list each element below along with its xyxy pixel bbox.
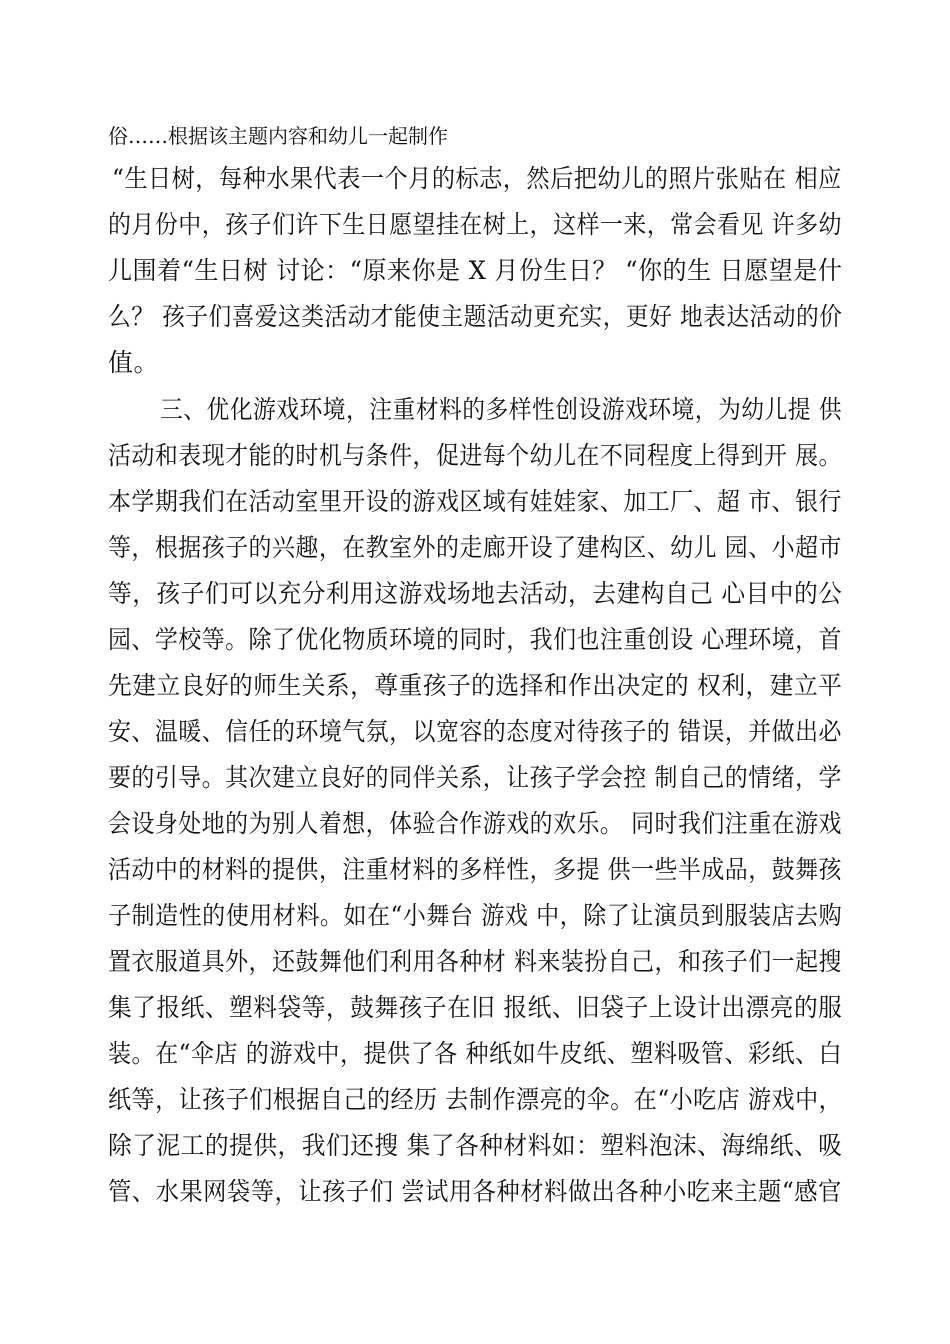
text-line-8: 活动和表现才能的时机与条件，促进每个幼儿在不同程度上得到开 展。 <box>108 441 842 470</box>
text-line-11: 等，孩子们可以充分利用这游戏场地去活动，去建构自己 心目中的公 <box>108 579 843 608</box>
text-line-6: 值。 <box>108 348 160 377</box>
text-line-23: 除了泥工的提供，我们还搜 集了各种材料如：塑料泡沫、海绵纸、吸 <box>108 1131 843 1160</box>
text-line-13: 先建立良好的师生关系，尊重孩子的选择和作出决定的 权利，建立平 <box>108 671 843 700</box>
text-line-22: 纸等，让孩子们根据自己的经历 去制作漂亮的伞。在“小吃店 游戏中， <box>108 1085 843 1114</box>
text-line-20: 集了报纸、塑料袋等，鼓舞孩子在旧 报纸、旧袋子上设计出漂亮的服 <box>108 993 843 1022</box>
text-line-7: 三、优化游戏环境，注重材料的多样性创设游戏环境，为幼儿提 供 <box>160 395 842 424</box>
text-line-10: 等，根据孩子的兴趣，在教室外的走廊开设了建构区、幼儿 园、小超市 <box>108 533 842 562</box>
text-line-2: “生日树，每种水果代表一个月的标志，然后把幼儿的照片张贴在 相应 <box>112 164 842 193</box>
text-line-21: 装。在“伞店 的游戏中，提供了各 种纸如牛皮纸、塑料吸管、彩纸、白 <box>108 1039 843 1068</box>
text-line-1: 俗……根据该主题内容和幼儿一起制作 <box>108 124 448 148</box>
text-line-24: 管、水果网袋等，让孩子们 尝试用各种材料做出各种小吃来主题“感官 <box>108 1177 842 1206</box>
text-line-12: 园、学校等。除了优化物质环境的同时，我们也注重创设 心理环境，首 <box>108 625 842 654</box>
text-line-4: 儿围着“生日树 讨论：“原来你是 X 月份生日？ “你的生 日愿望是什 <box>108 256 843 285</box>
text-line-19: 置衣服道具外，还鼓舞他们利用各种材 料来装扮自己，和孩子们一起搜 <box>108 947 842 976</box>
text-line-14: 安、温暖、信任的环境气氛，以宽容的态度对待孩子的 错误，并做出必 <box>108 717 842 746</box>
text-line-17: 活动中的材料的提供，注重材料的多样性，多提 供一些半成品，鼓舞孩 <box>108 855 842 884</box>
text-line-5: 么？ 孩子们喜爱这类活动才能使主题活动更充实，更好 地表达活动的价 <box>108 302 843 331</box>
text-line-3: 的月份中，孩子们许下生日愿望挂在树上，这样一来，常会看见 许多幼 <box>108 210 842 239</box>
text-line-18: 子制造性的使用材料。如在“小舞台 游戏 中，除了让演员到服装店去购 <box>108 901 843 930</box>
text-line-15: 要的引导。其次建立良好的同伴关系，让孩子学会控 制自己的情绪，学 <box>108 763 842 792</box>
text-line-9: 本学期我们在活动室里开设的游戏区域有娃娃家、加工厂、超 市、银行 <box>108 487 842 516</box>
text-line-16: 会设身处地的为别人着想，体验合作游戏的欢乐。 同时我们注重在游戏 <box>108 809 842 838</box>
